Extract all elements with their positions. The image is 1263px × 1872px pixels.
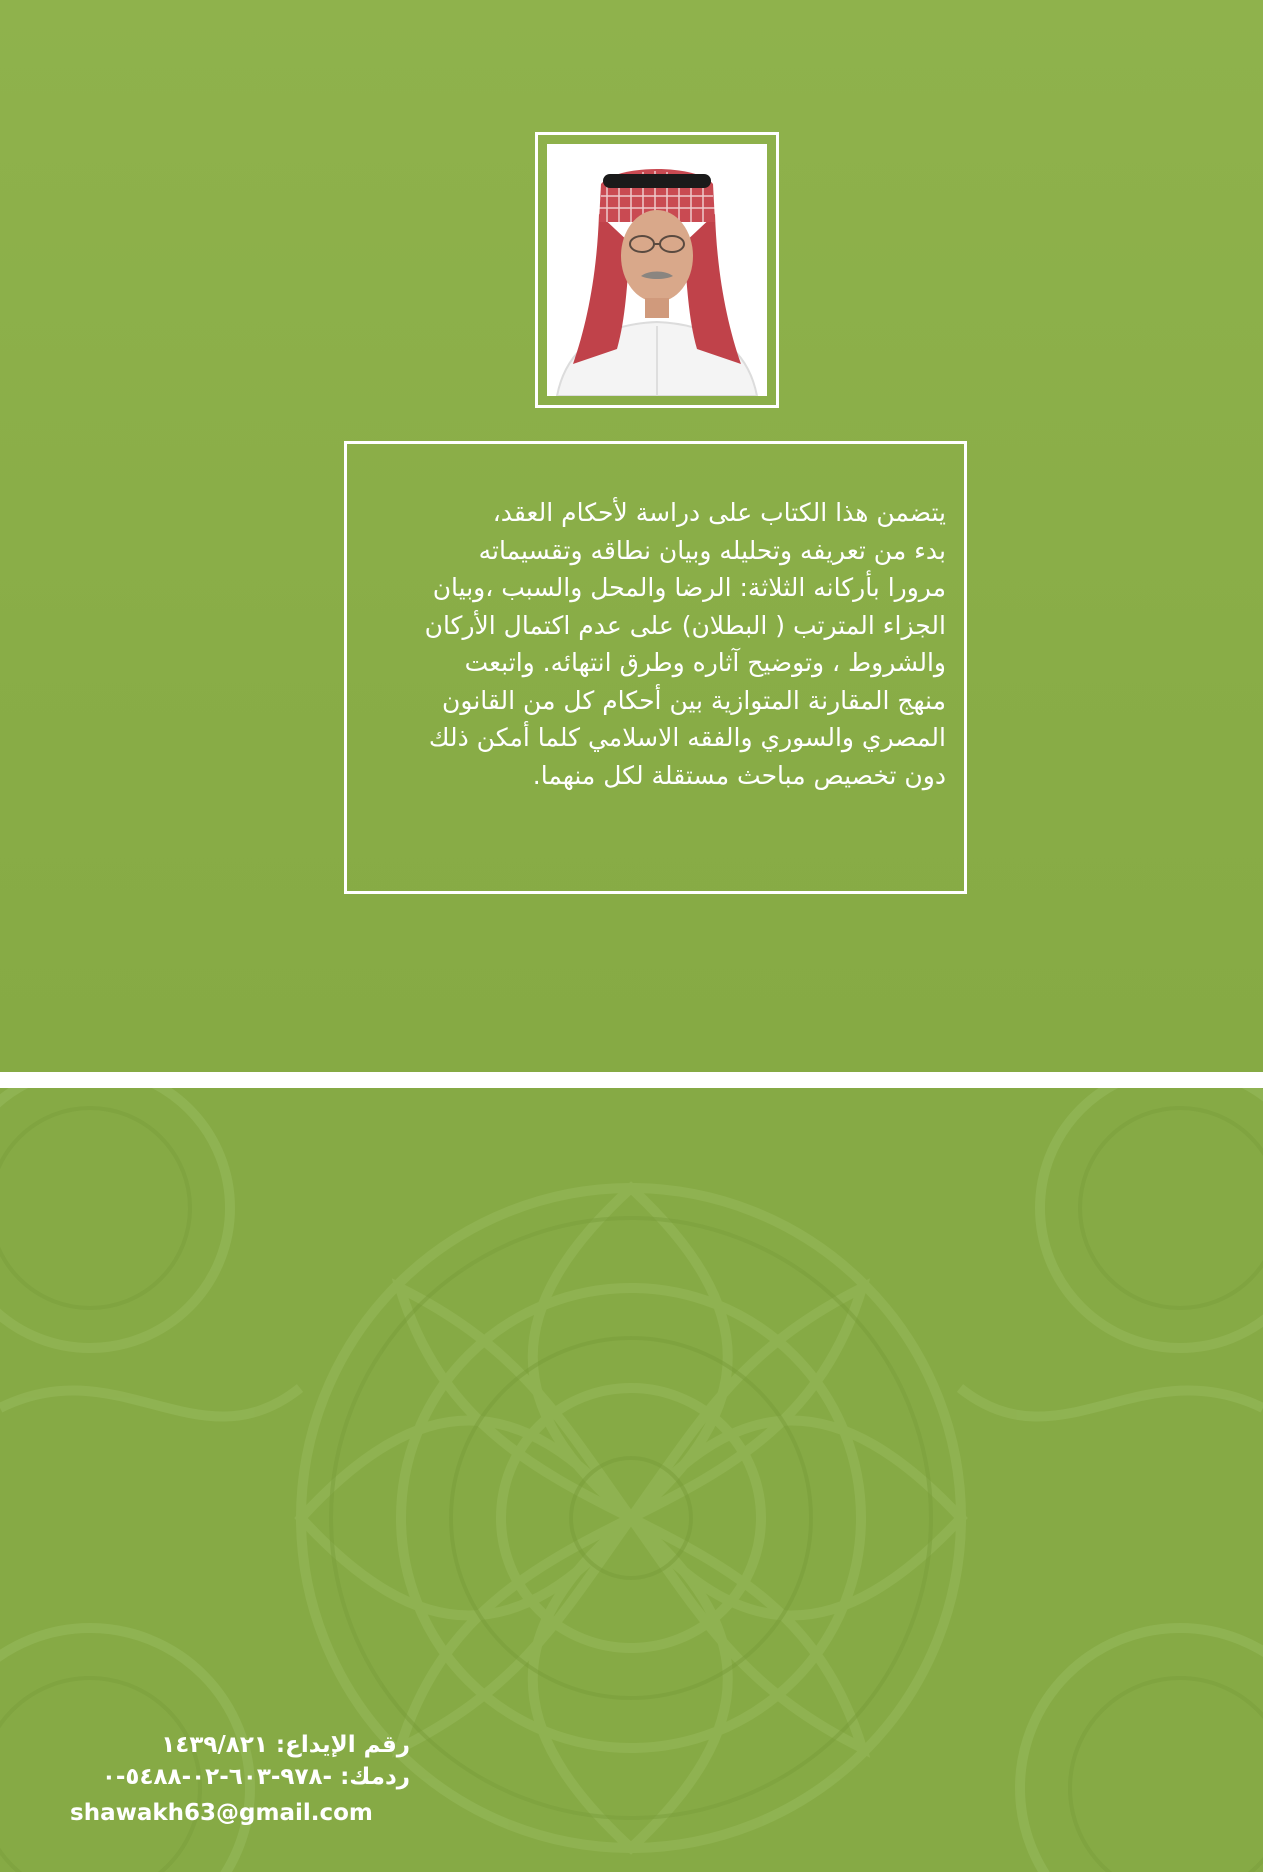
- author-portrait-icon: [547, 144, 767, 396]
- blurb-line: والشروط ، وتوضيح آثاره وطرق انتهائه. واتبعت: [464, 648, 946, 677]
- publication-info: [70, 1732, 410, 1852]
- book-blurb: [365, 494, 946, 794]
- author-photo-frame: [535, 132, 779, 408]
- blurb-line: الجزاء المترتب ( البطلان) على عدم اكتمال الأركان: [424, 610, 946, 640]
- blurb-line: دون تخصيص مباحث مستقلة لكل منهما.: [532, 760, 946, 790]
- contact-email: shawakh63@gmail.com: [70, 1800, 373, 1826]
- blurb-frame: [344, 441, 967, 894]
- deposit-number: رقم الإيداع: ١٤٣٩/٨٢١: [161, 1732, 410, 1758]
- blurb-line: مرورا بأركانه الثلاثة: الرضا والمحل والسبب ،وبيان: [432, 573, 946, 602]
- blurb-line: منهج المقارنة المتوازية بين أحكام كل من القانون: [442, 685, 946, 715]
- blurb-line: يتضمن هذا الكتاب على دراسة لأحكام العقد،: [492, 498, 946, 527]
- isbn-number: ردمك: -٩٧٨-٦٠٣-٠٢-٥٤٨٨-٠: [101, 1764, 410, 1790]
- author-photo: [547, 144, 767, 396]
- blurb-line: المصري والسوري والفقه الاسلامي كلما أمكن ذلك: [428, 723, 946, 752]
- white-divider: [0, 1072, 1263, 1088]
- blurb-line: بدء من تعريفه وتحليله وبيان نطاقه وتقسيماته: [478, 535, 946, 565]
